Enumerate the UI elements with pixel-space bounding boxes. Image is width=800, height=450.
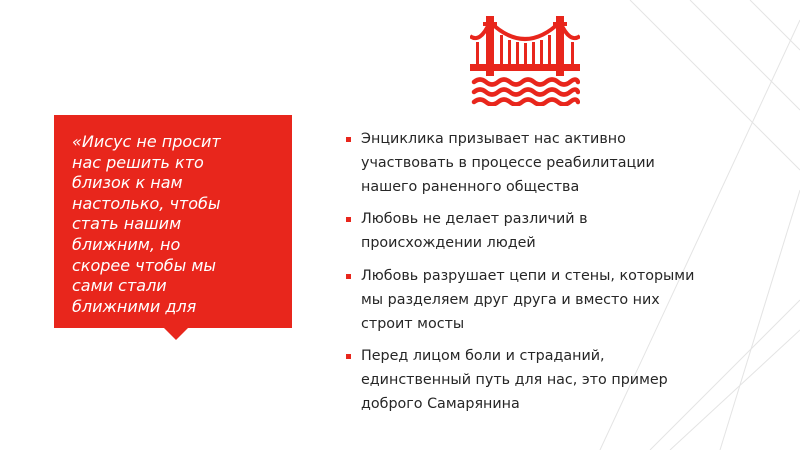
bullet-marker-icon	[346, 354, 351, 359]
bullet-marker-icon	[346, 217, 351, 222]
quote-pointer	[163, 327, 189, 340]
quote-text: «Иисус не просит нас решить кто близок к нам настолько, чтобы стать нашим ближним, но скорее чтобы мы сами стали ближними для	[72, 132, 221, 316]
list-item	[346, 265, 766, 336]
list-item-text: Энциклика призывает нас активно участвовать в процессе реабилитации нашего раненного общества	[361, 131, 655, 195]
list-item	[346, 128, 766, 199]
list-item	[346, 208, 766, 256]
bridge-icon	[470, 14, 580, 106]
quote-box	[54, 115, 292, 328]
bullet-list	[346, 128, 766, 426]
list-item-text: Перед лицом боли и страданий, единственный путь для нас, это пример доброго Самарянина	[361, 348, 668, 412]
list-item-text: Любовь не делает различий в происхождении людей	[361, 211, 588, 252]
bullet-marker-icon	[346, 137, 351, 142]
list-item-text: Любовь разрушает цепи и стены, которыми мы разделяем друг друга и вместо них строит мосты	[361, 267, 695, 332]
list-item	[346, 345, 766, 416]
bullet-marker-icon	[346, 274, 351, 279]
